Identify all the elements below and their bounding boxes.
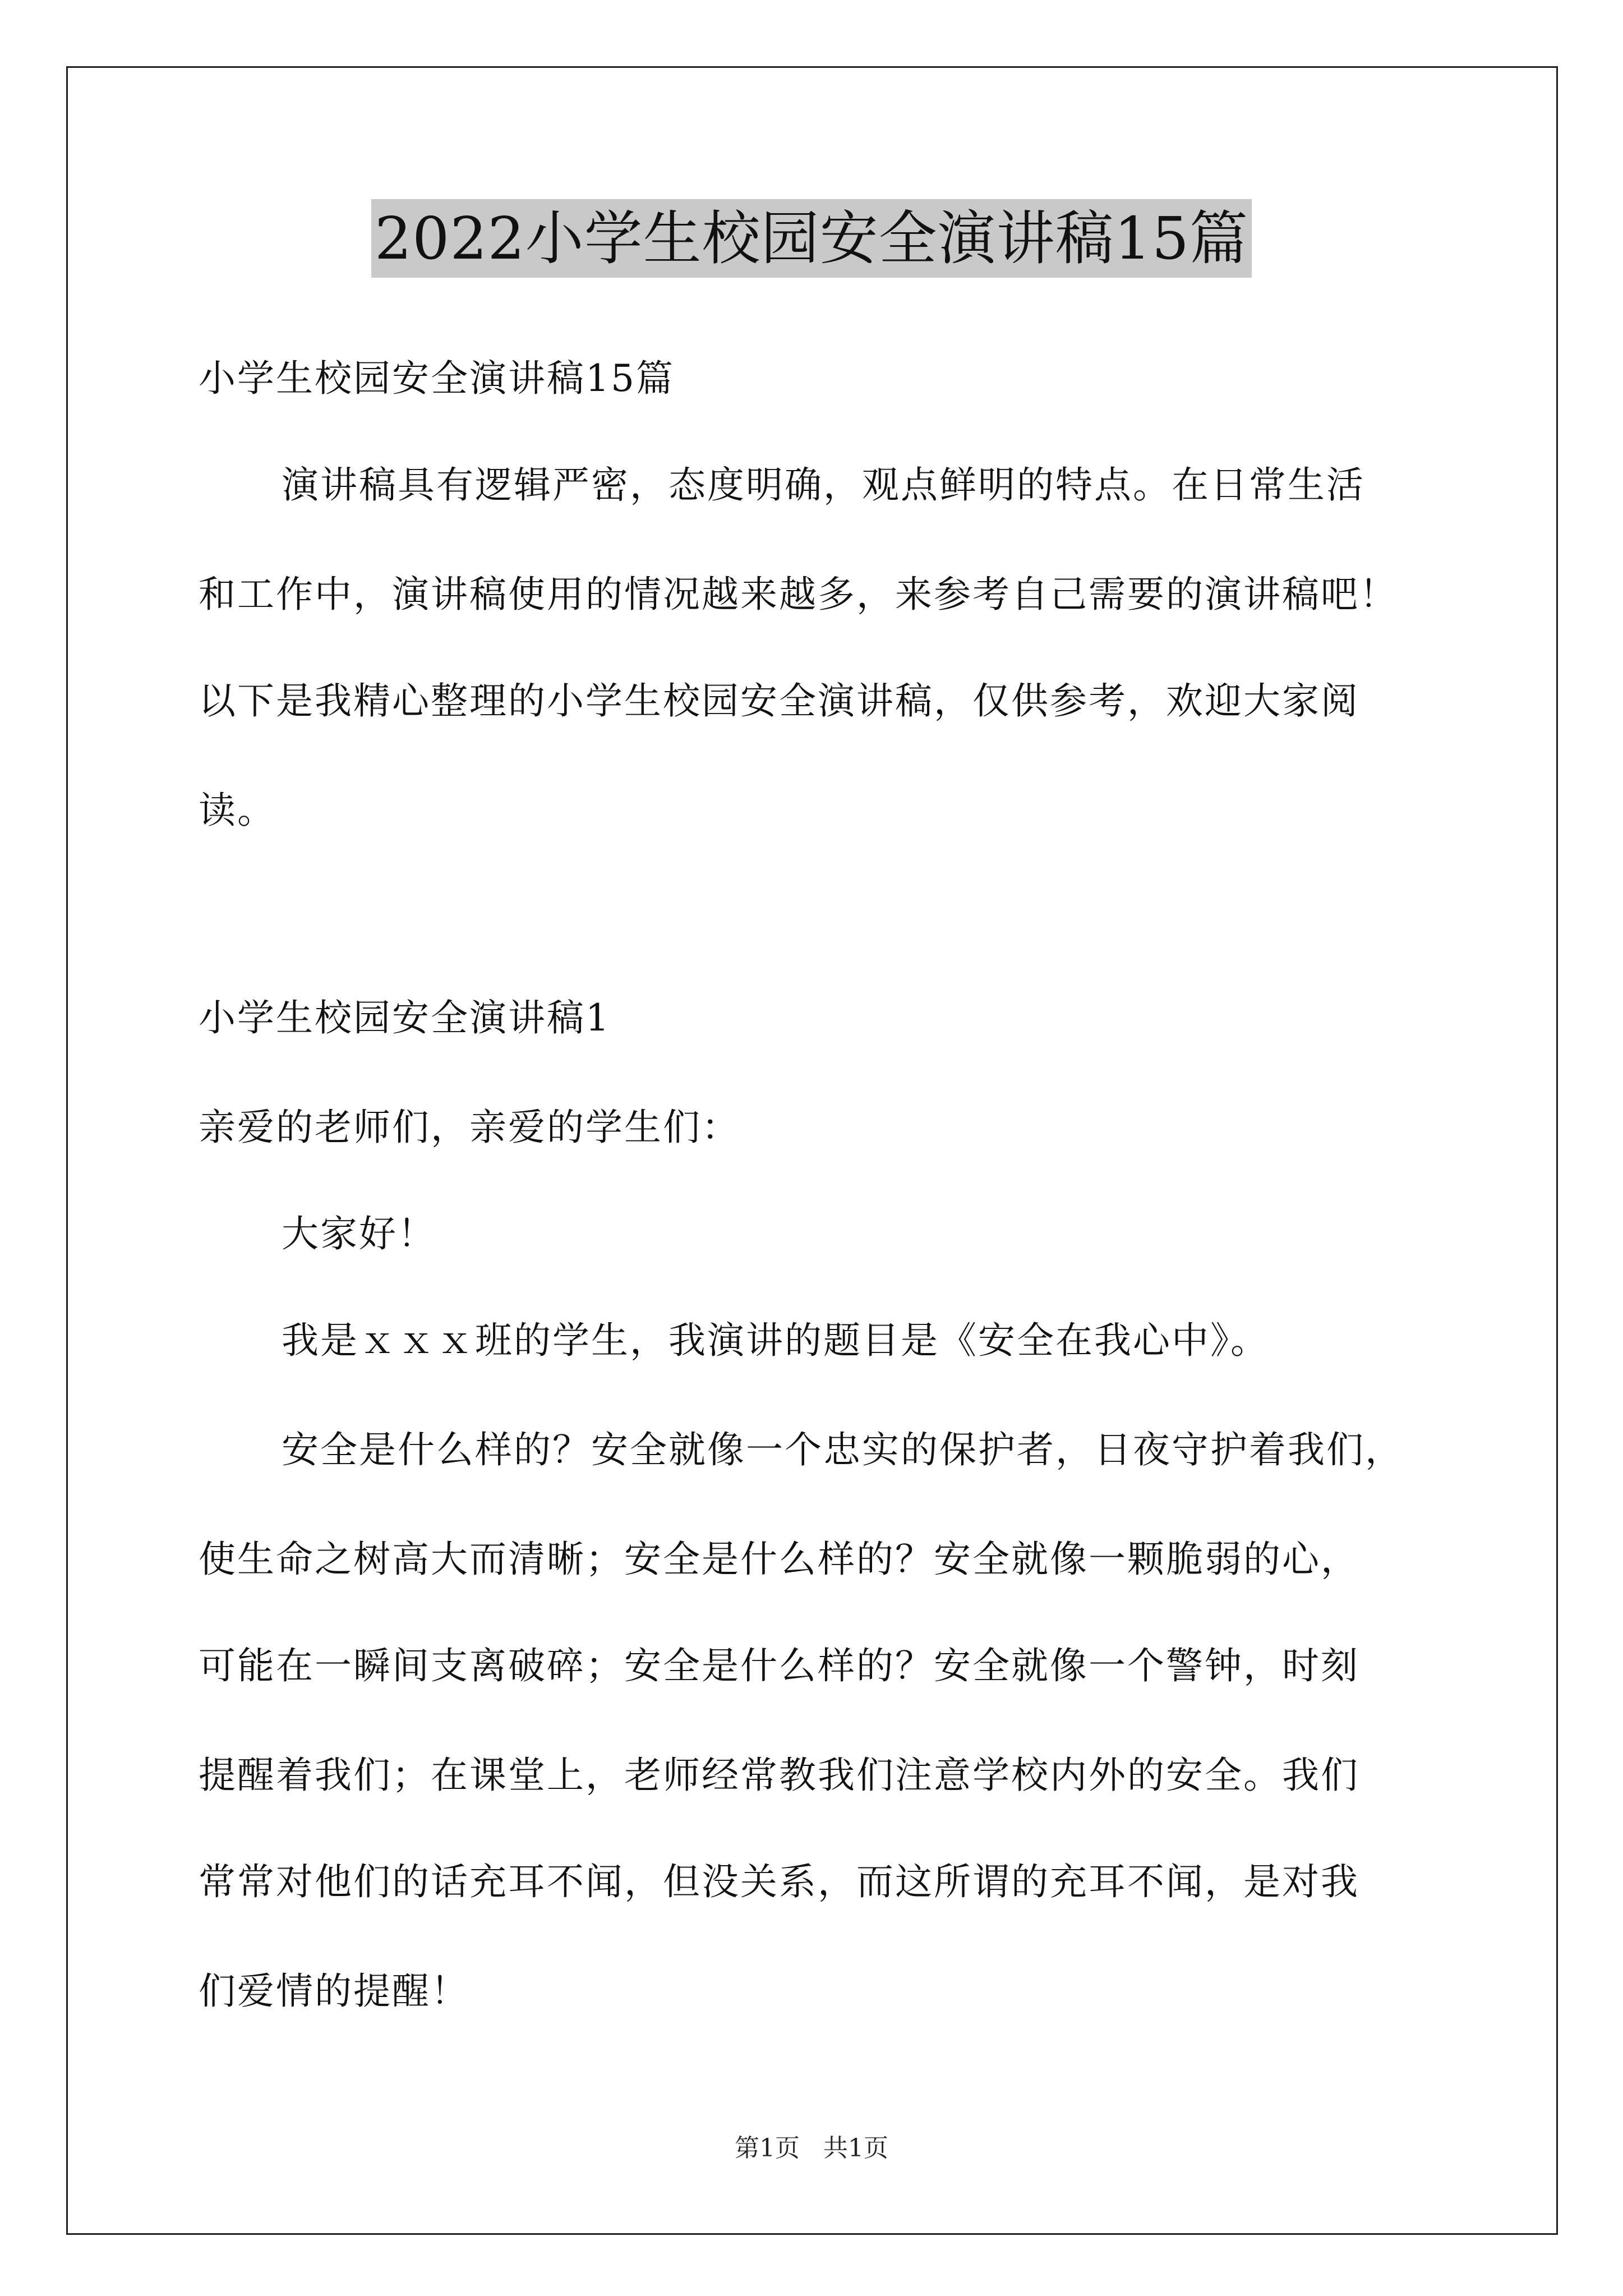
intro-line-3: 以下是我精心整理的小学生校园安全演讲稿，仅供参考，欢迎大家阅 [199, 679, 1359, 723]
body-line-2: 使生命之树高大而清晰；安全是什么样的？安全就像一颗脆弱的心， [199, 1538, 1359, 1581]
document-subtitle: 小学生校园安全演讲稿15篇 [199, 357, 675, 400]
body-line-5: 常常对他们的话充耳不闻，但没关系，而这所谓的充耳不闻，是对我 [199, 1860, 1359, 1903]
body-line-1: 安全是什么样的？安全就像一个忠实的保护者，日夜守护着我们， [282, 1428, 1404, 1471]
intro-line-4: 读。 [199, 789, 276, 832]
greeting: 大家好！ [282, 1212, 436, 1255]
self-intro: 我是ｘｘｘ班的学生，我演讲的题目是《安全在我心中》。 [282, 1319, 1269, 1362]
body-line-3: 可能在一瞬间支离破碎；安全是什么样的？安全就像一个警钟，时刻 [199, 1644, 1359, 1687]
document-title: 2022小学生校园安全演讲稿15篇 [371, 199, 1252, 278]
intro-line-1: 演讲稿具有逻辑严密，态度明确，观点鲜明的特点。在日常生活 [282, 463, 1365, 507]
salutation: 亲爱的老师们，亲爱的学生们： [199, 1106, 740, 1149]
section-heading: 小学生校园安全演讲稿1 [199, 996, 611, 1039]
page-footer [0, 2132, 1623, 2165]
body-line-6: 们爱情的提醒！ [199, 1970, 469, 2013]
title-container [0, 199, 1623, 278]
body-line-4: 提醒着我们；在课堂上，老师经常教我们注意学校内外的安全。我们 [199, 1754, 1359, 1797]
page-number-current: 第1页 [735, 2134, 800, 2162]
page-number-total: 共1页 [823, 2134, 888, 2162]
intro-line-2: 和工作中，演讲稿使用的情况越来越多，来参考自己需要的演讲稿吧！ [199, 573, 1398, 616]
